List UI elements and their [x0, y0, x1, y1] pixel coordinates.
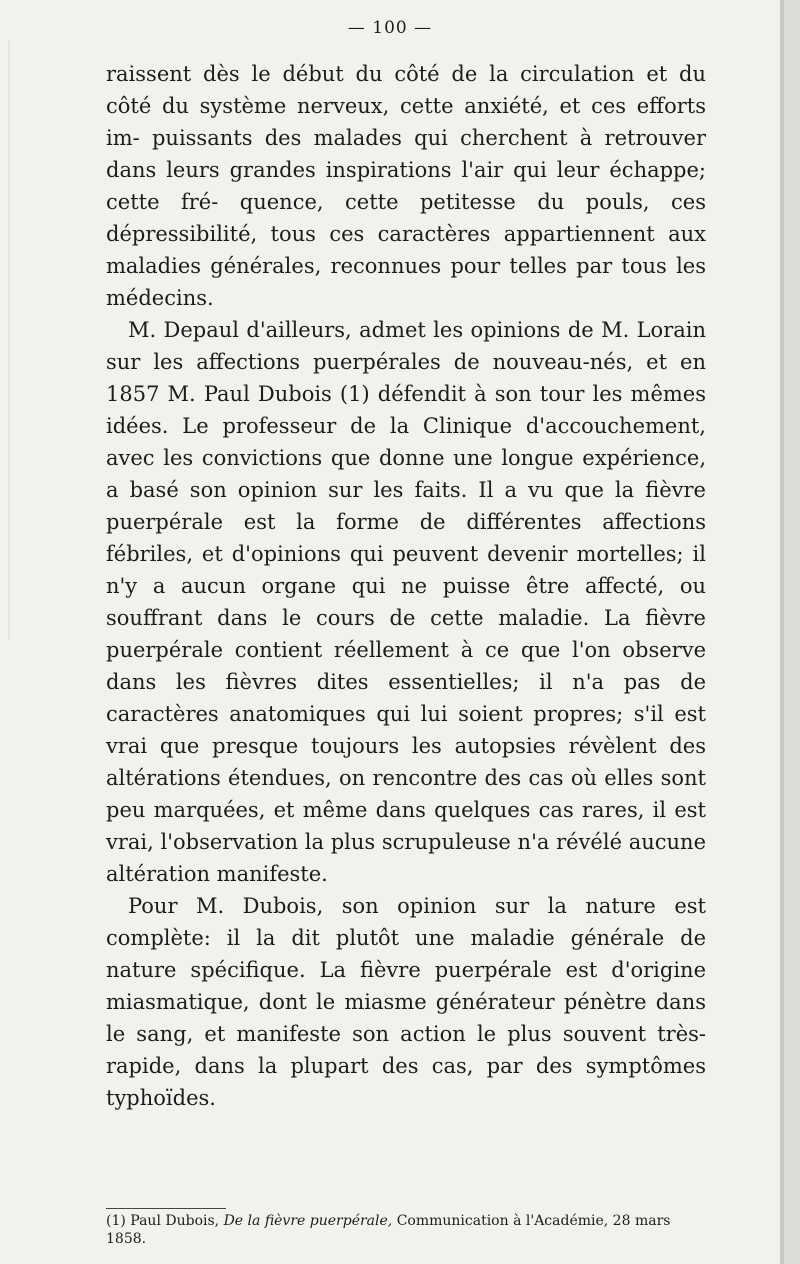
page-number: — 100 — — [347, 18, 433, 38]
footnote-title: De la fièvre puerpérale, — [223, 1213, 393, 1229]
footnote-separator — [106, 1208, 226, 1209]
paragraph-1: raissent dès le début du côté de la circulation et du côté du système nerveux, cette anxiété, et ces efforts im- puissants des malades qui cherchent à retrouver dans leurs grandes inspirations l'air qui leur échappe; cette fré- quence, cette petitesse du pouls, ces dépressibilité, tous ces caractères appartiennent aux maladies générales, reconnues pour telles par tous les médecins. — [106, 62, 706, 310]
scan-edge — [8, 40, 10, 640]
footnote-marker: (1) — [106, 1213, 126, 1229]
main-text — [106, 58, 706, 1114]
footnote-author: Paul Dubois, — [130, 1213, 220, 1229]
paragraph-3: Pour M. Dubois, son opinion sur la nature est complète: il la dit plutôt une maladie générale de nature spécifique. La fièvre puerpérale est d'origine miasmatique, dont le miasme générateur pénètre dans le sang, et manifeste son action le plus souvent très-rapide, dans la plupart des cas, par des symptômes typhoïdes. — [106, 894, 706, 1110]
paragraph-2: M. Depaul d'ailleurs, admet les opinions de M. Lorain sur les affections puerpérales de nouveau-nés, et en 1857 M. Paul Dubois (1) défendit à son tour les mêmes idées. Le professeur de la Clinique d'accouchement, avec les convictions que donne une longue expérience, a basé son opinion sur les faits. Il a vu que la fièvre puerpérale est la forme de différentes affections fébriles, et d'opinions qui peuvent devenir mortelles; il n'y a aucun organe qui ne puisse être affecté, ou souffrant dans le cours de cette maladie. La fièvre puerpérale contient réellement à ce que l'on observe dans les fièvres dites essentielles; il n'a pas de caractères anatomiques qui lui soient propres; s'il est vrai que presque toujours les autopsies révèlent des altérations étendues, on rencontre des cas où elles sont peu marquées, et même dans quelques cas rares, il est vrai, l'observation la plus scrupuleuse n'a révélé aucune altération manifeste. — [106, 318, 706, 886]
footnote-rest: Communication à l'Académie, 28 mars 1858. — [106, 1213, 671, 1247]
footnote — [106, 1212, 706, 1248]
